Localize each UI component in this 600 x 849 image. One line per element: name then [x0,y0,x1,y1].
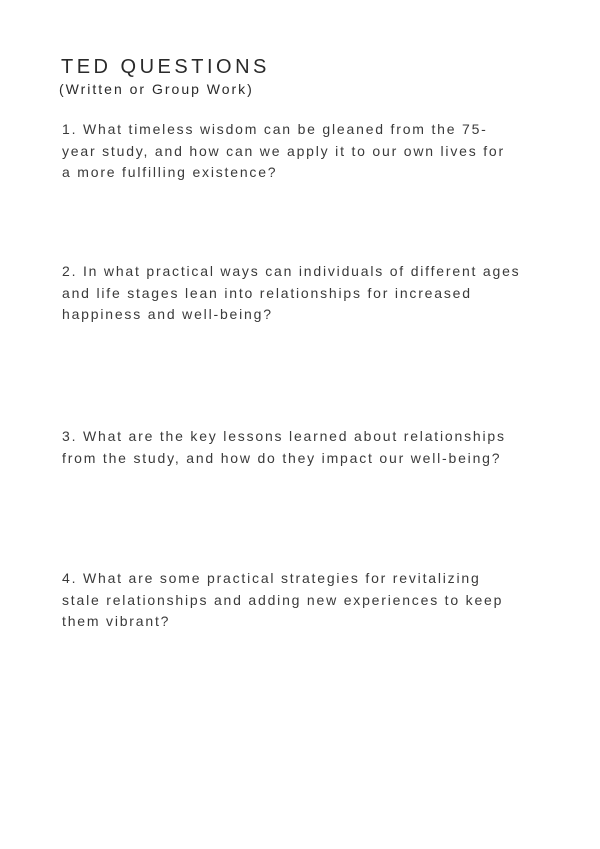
question-1 [62,119,505,184]
question-2-line-2: and life stages lean into relationships for increased [62,284,472,301]
question-3 [62,426,506,469]
question-2-line-3: happiness and well-being? [62,306,273,322]
question-1-line-3: a more fulfilling existence? [62,164,278,180]
page-subtitle: (Written or Group Work) [59,81,254,97]
question-1-line-2: year study, and how can we apply it to our own lives for [62,142,505,159]
question-4 [62,568,503,633]
question-4-line-2: stale relationships and adding new experiences to keep [62,591,504,608]
question-1-line-1: 1. What timeless wisdom can be gleaned from the 75- [62,121,488,137]
question-4-line-1: 4. What are some practical strategies for revitalizing [62,570,481,586]
question-3-line-1: 3. What are the key lessons learned about relationships [62,428,506,444]
question-4-line-3: them vibrant? [62,613,171,629]
page-title: TED QUESTIONS [61,56,270,78]
question-2 [62,261,520,326]
question-2-line-1: 2. In what practical ways can individuals of different ages [62,263,521,279]
question-3-line-2: from the study, and how do they impact our well-being? [62,449,502,466]
